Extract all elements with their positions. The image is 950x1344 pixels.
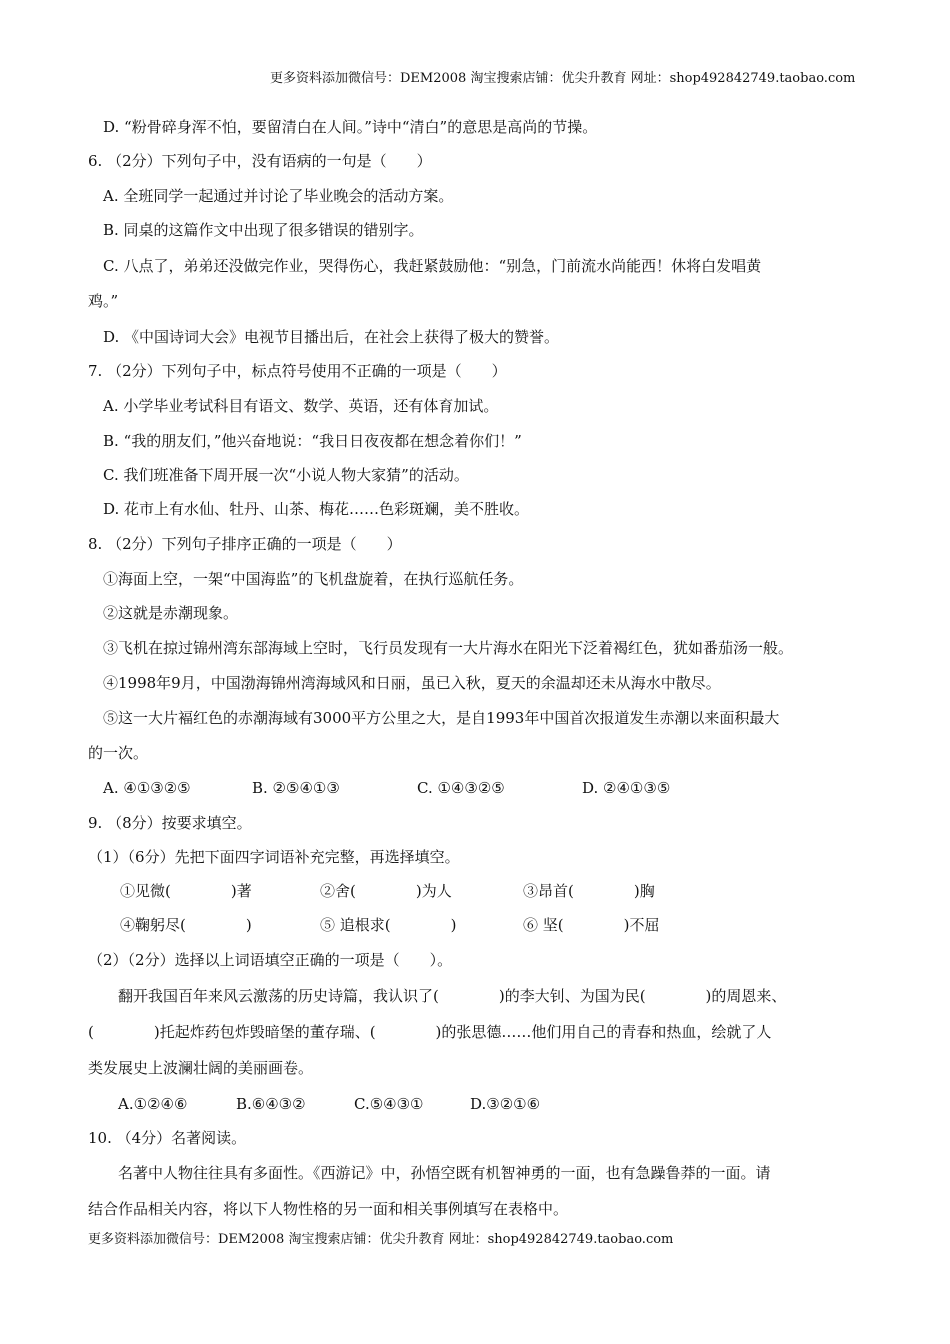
q8-sentence-2: ②这就是赤潮现象。 xyxy=(103,604,239,622)
q9-option-d: D.③②①⑥ xyxy=(470,1095,541,1113)
q10-paragraph-line1: 名著中人物往往具有多面性。《西游记》中，孙悟空既有机智神勇的一面，也有急躁鲁莽的一面。请 xyxy=(118,1164,771,1182)
q6-option-a: A. 全班同学一起通过并讨论了毕业晚会的活动方案。 xyxy=(103,187,454,205)
page-header: 更多资料添加微信号：DEM2008 淘宝搜索店铺：优尖升教育 网址：shop492842749.taobao.com xyxy=(270,71,856,86)
q8-option-c: C. ①④③②⑤ xyxy=(417,779,505,797)
q8-sentence-5-line2: 的一次。 xyxy=(88,744,149,762)
q7-option-d: D. 花市上有水仙、牡丹、山茶、梅花……色彩斑斓，美不胜收。 xyxy=(103,500,530,518)
q6-option-c-line2: 鸡。” xyxy=(88,292,119,310)
q9-option-b: B.⑥④③② xyxy=(236,1095,306,1113)
q7-option-b: B. “我的朋友们，”他兴奋地说：“我日日夜夜都在想念着你们！” xyxy=(103,432,522,450)
q9-word-1: ①见微( )著 xyxy=(120,882,252,900)
q8-option-b: B. ②⑤④①③ xyxy=(252,779,340,797)
q8-sentence-4: ④1998年9月，中国渤海锦州湾海域风和日丽，虽已入秋，夏天的余温却还未从海水中散尽。 xyxy=(103,674,721,692)
q8-option-d: D. ②④①③⑤ xyxy=(582,779,671,797)
q6-option-c-line1: C. 八点了，弟弟还没做完作业，哭得伤心，我赶紧鼓励他：“别急，门前流水尚能西！休将白发唱黄 xyxy=(103,257,762,275)
q9-word-6: ⑥ 坚( )不屈 xyxy=(523,916,660,934)
q9-stem: 9. （8分）按要求填空。 xyxy=(88,814,252,832)
q9-part2: （2）（2分）选择以上词语填空正确的一项是（ ）。 xyxy=(88,951,453,969)
q9-part1: （1）（6分）先把下面四字词语补充完整，再选择填空。 xyxy=(88,848,460,866)
q9-paragraph-line2: ( )托起炸药包炸毁暗堡的董存瑞、( )的张思德……他们用自己的青春和热血，绘就了人 xyxy=(88,1023,772,1041)
q8-stem: 8. （2分）下列句子排序正确的一项是（ ） xyxy=(88,535,402,553)
q8-sentence-1: ①海面上空，一架“中国海监”的飞机盘旋着，在执行巡航任务。 xyxy=(103,570,524,588)
q9-word-2: ②舍( )为人 xyxy=(320,882,452,900)
q10-stem: 10. （4分）名著阅读。 xyxy=(88,1129,247,1147)
q8-option-a: A. ④①③②⑤ xyxy=(103,779,191,797)
q7-option-a: A. 小学毕业考试科目有语文、数学、英语，还有体育加试。 xyxy=(103,397,499,415)
q5-option-d: D. “粉骨碎身浑不怕，要留清白在人间。”诗中“清白”的意思是高尚的节操。 xyxy=(103,118,598,136)
q6-option-b: B. 同桌的这篇作文中出现了很多错误的错别字。 xyxy=(103,221,424,239)
q9-paragraph-line3: 类发展史上波澜壮阔的美丽画卷。 xyxy=(88,1059,314,1077)
q6-option-d: D. 《中国诗词大会》电视节目播出后，在社会上获得了极大的赞誉。 xyxy=(103,328,560,346)
q7-option-c: C. 我们班准备下周开展一次“小说人物大家猜”的活动。 xyxy=(103,466,469,484)
q9-option-a: A.①②④⑥ xyxy=(118,1095,188,1113)
q8-sentence-5-line1: ⑤这一大片褔红色的赤潮海域有3000平方公里之大，是自1993年中国首次报道发生赤潮以来面积最大 xyxy=(103,709,780,727)
q9-word-3: ③昂首( )胸 xyxy=(523,882,655,900)
q6-stem: 6. （2分）下列句子中，没有语病的一句是（ ） xyxy=(88,152,432,170)
page-footer: 更多资料添加微信号：DEM2008 淘宝搜索店铺：优尖升教育 网址：shop492842749.taobao.com xyxy=(88,1232,674,1247)
q9-paragraph-line1: 翻开我国百年来风云激荡的历史诗篇，我认识了( )的李大钊、为国为民( )的周恩来、 xyxy=(118,987,787,1005)
q9-word-5: ⑤ 追根求( ) xyxy=(320,916,457,934)
q8-sentence-3: ③飞机在掠过锦州湾东部海域上空时，飞行员发现有一大片海水在阳光下泛着褐红色，犹如番茄汤一般。 xyxy=(103,639,794,657)
q9-word-4: ④鞠躬尽( ) xyxy=(120,916,252,934)
q7-stem: 7. （2分）下列句子中，标点符号使用不正确的一项是（ ） xyxy=(88,362,507,380)
q9-option-c: C.⑤④③① xyxy=(354,1095,424,1113)
q10-paragraph-line2: 结合作品相关内容，将以下人物性格的另一面和相关事例填写在表格中。 xyxy=(88,1200,569,1218)
